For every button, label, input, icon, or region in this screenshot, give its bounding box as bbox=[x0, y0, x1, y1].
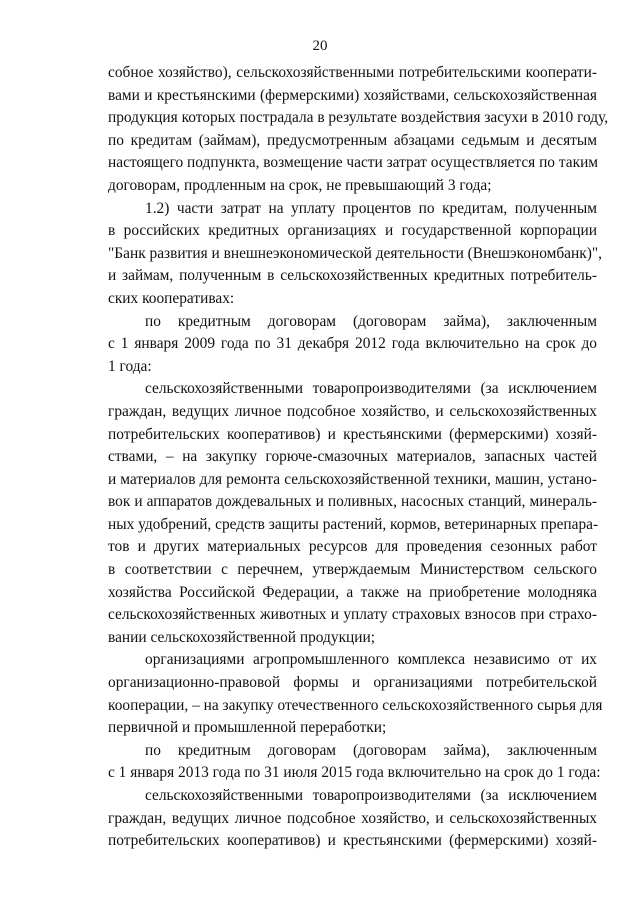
document-body bbox=[108, 62, 609, 853]
text-line: потребительских кооперативов) и крестьянскими (фермерскими) хозяй- bbox=[108, 832, 597, 850]
text-line: хозяйства Российской Федерации, а также на приобретение молодняка bbox=[108, 583, 597, 601]
text-line: вании сельскохозяйственной продукции; bbox=[108, 628, 376, 646]
text-line: граждан, ведущих личное подсобное хозяйство, и сельскохозяйственных bbox=[108, 402, 597, 420]
text-line: сельскохозяйственных животных и уплату страховых взносов при страхо- bbox=[108, 606, 597, 624]
text-line: с 1 января 2013 года по 31 июля 2015 года включительно на срок до 1 года: bbox=[108, 764, 601, 782]
text-line: 1.2) части затрат на уплату процентов по кредитам, полученным bbox=[145, 199, 597, 217]
text-line: договорам, продленным на срок, не превышающий 3 года; bbox=[108, 176, 492, 194]
text-line: ских кооперативах: bbox=[108, 289, 235, 307]
text-line: по кредитам (займам), предусмотренным абзацами седьмым и десятым bbox=[108, 131, 597, 149]
text-line: настоящего подпункта, возмещение части затрат осуществляется по таким bbox=[108, 154, 599, 172]
page-number: 20 bbox=[312, 38, 328, 54]
text-line: сельскохозяйственными товаропроизводителями (за исключением bbox=[145, 380, 597, 398]
text-line: и материалов для ремонта сельскохозяйственной техники, машин, устано- bbox=[108, 470, 597, 488]
text-line: потребительских кооперативов) и крестьянскими (фермерскими) хозяй- bbox=[108, 425, 597, 443]
text-line: вок и аппаратов дождевальных и поливных, насосных станций, минераль- bbox=[108, 493, 597, 511]
text-line: по кредитным договорам (договорам займа), заключенным bbox=[145, 312, 597, 330]
text-line: организационно-правовой формы и организациями потребительской bbox=[108, 674, 597, 692]
text-line: продукция которых пострадала в результате воздействия засухи в 2010 году, bbox=[108, 109, 609, 127]
text-line: 1 года: bbox=[108, 357, 152, 375]
text-line: "Банк развития и внешнеэкономической деятельности (Внешэкономбанк)", bbox=[108, 244, 602, 262]
text-line: с 1 января 2009 года по 31 декабря 2012 года включительно на срок до bbox=[108, 335, 597, 353]
text-line: сельскохозяйственными товаропроизводителями (за исключением bbox=[145, 787, 597, 804]
text-line: ных удобрений, средств защиты растений, кормов, ветеринарных препара- bbox=[108, 515, 599, 533]
text-line: граждан, ведущих личное подсобное хозяйство, и сельскохозяйственных bbox=[108, 809, 597, 827]
text-line: ствами, – на закупку горюче-смазочных материалов, запасных частей bbox=[108, 448, 597, 466]
text-line: кооперации, – на закупку отечественного сельскохозяйственного сырья для bbox=[108, 696, 603, 714]
text-line: собное хозяйство), сельскохозяйственными потребительскими кооперати- bbox=[108, 64, 597, 81]
text-line: по кредитным договорам (договорам займа), заключенным bbox=[145, 741, 597, 759]
text-line: организациями агропромышленного комплекса независимо от их bbox=[145, 651, 597, 669]
text-line: вами и крестьянскими (фермерскими) хозяйствами, сельскохозяйственная bbox=[108, 86, 597, 104]
text-line: первичной и промышленной переработки; bbox=[108, 719, 387, 737]
text-line: в российских кредитных организациях и государственной корпорации bbox=[108, 222, 597, 240]
text-line: в соответствии с перечнем, утверждаемым Министерством сельского bbox=[108, 561, 597, 579]
text-line: тов и других материальных ресурсов для проведения сезонных работ bbox=[108, 538, 597, 556]
text-line: и займам, полученным в сельскохозяйственных кредитных потребитель- bbox=[108, 267, 597, 285]
